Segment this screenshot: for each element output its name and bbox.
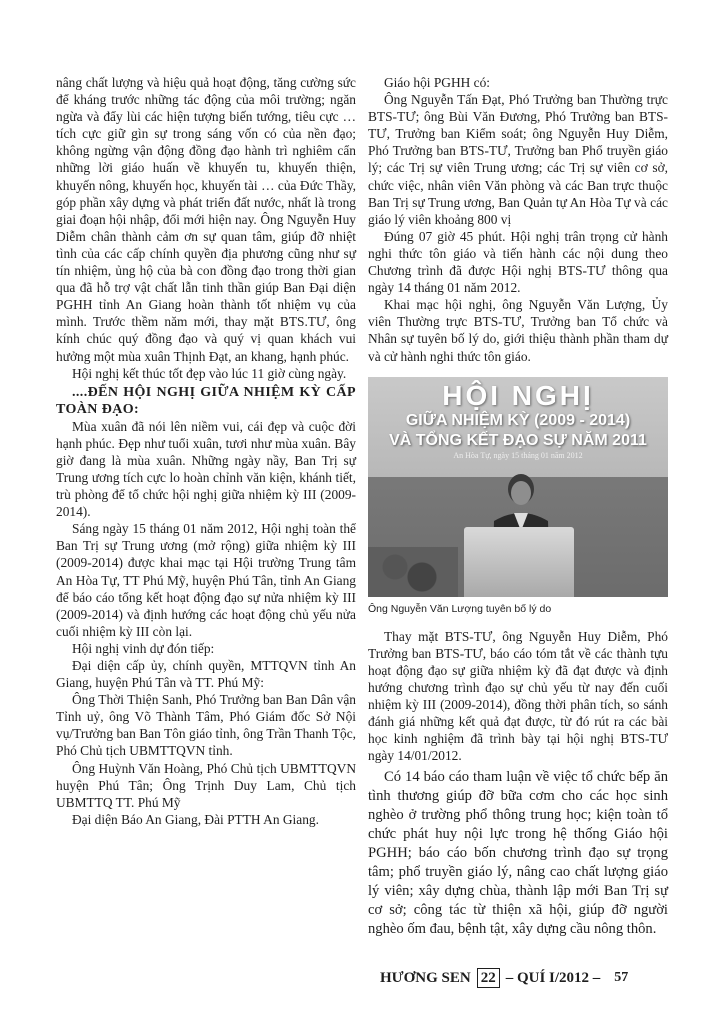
issue-period: – QUÍ I/2012 – <box>505 970 601 986</box>
paragraph: nâng chất lượng và hiệu quả hoạt động, tăng cường sức để kháng trước những tác động của môi trường; ngăn ngừa và đẩy lùi các hiện tượng biến tướng, tiêu cực … tích cực giữ gìn sự trong sáng vốn có của nền đạo; không ngừng vận động đồng đạo hành trì nghiêm cẩn những lời giáo huấn về khuyến tu, khuyến thiện, khuyến nông, khuyến học, khuyến tài … của Đức Thầy, góp phần xây dựng và phát triển đất nước, nhất là trong giai đoạn hội nhập, đổi mới hiện nay. Ông Nguyễn Huy Diễm chân thành cảm ơn sự quan tâm, giúp đỡ nhiệt tình của các cấp chính quyền địa phương cũng như sự tín nhiệm, ủng hộ của bà con đồng đạo trong thời gian qua đã hỗ trợ vật chất lẫn tinh thần giúp Ban Đại diện PGHH tỉnh An Giang hoàn thành tốt nhiệm vụ của mình. Trước thềm năm mới, thay mặt BTS.TƯ, ông kính chúc quý đồng đạo và quý vị quan khách vui hưởng một mùa xuân Thịnh Đạt, an khang, hạnh phúc. <box>56 75 356 364</box>
page-footer <box>380 966 680 990</box>
paragraph: Thay mặt BTS-TƯ, ông Nguyễn Huy Diễm, Phó Trưởng ban BTS-TƯ, báo cáo tóm tắt về các thành tựu hoạt động đạo sự giữa nhiệm kỳ đã đạt được và định hướng chương trình đạo sự chủ yếu từ nay đến cuối nhiệm kỳ III (2009-2014), đồng thời phân tích, so sánh đánh giá những kết quả đạt được, từ đó rút ra các bài học kinh nghiệm đã trình bày tại hội nghị BTS-TƯ ngày 14/01/2012. <box>368 628 668 764</box>
paragraph: Mùa xuân đã nói lên niềm vui, cái đẹp và cuộc đời hạnh phúc. Đẹp như tuổi xuân, tươi như mùa xuân. Bây giờ đang là mùa xuân. Những ngày nầy, Ban Trị sự Trung ương tích cực lo hoàn chỉnh văn kiện, khánh tiết, trù phòng để tổ chức hội nghị giữa nhiệm kỳ III (2009-2014). <box>56 418 356 520</box>
banner-line: VÀ TỔNG KẾT ĐẠO SỰ NĂM 2011 <box>389 431 647 449</box>
paragraph: Khai mạc hội nghị, ông Nguyễn Văn Lượng, Ủy viên Thường trực BTS-TƯ, Trưởng ban Tổ chức và Nhân sự tuyên bố lý do, giới thiệu thành phần tham dự và cử hành nghi thức tôn giáo. <box>368 297 668 364</box>
paragraph: Giáo hội PGHH có: <box>384 75 491 90</box>
paragraph: Hội nghị kết thúc tốt đẹp vào lúc 11 giờ cùng ngày. <box>72 365 347 381</box>
paragraph: Ông Nguyễn Tấn Đạt, Phó Trưởng ban Thường trực BTS-TƯ; ông Bùi Văn Đương, Phó Trưởng ban BTS-TƯ, Trưởng ban Kiểm soát; ông Nguyễn Huy Diễm, Phó Trưởng ban BTS-TƯ, Trưởng ban Phổ truyền giáo lý; các Trị sự viên Trung ương; các Trị sự viên cơ sở, chức việc, nhân viên Văn phòng và các Ban trực thuộc Ban Trị sự Trung ương, Ban Quản tự An Hòa Tự và các giáo lý viên khoảng 800 vị <box>368 92 668 227</box>
paragraph: Ông Thời Thiện Sanh, Phó Trưởng ban Ban Dân vận Tỉnh uỷ, ông Võ Thành Tâm, Phó Giám đốc Sở Nội vụ/Trưởng ban Ban Tôn giáo tỉnh, ông Trần Thanh Tộc, Phó Chủ tịch UBMTTQVN tỉnh. <box>56 692 356 759</box>
left-column <box>56 74 356 828</box>
paragraph: Đúng 07 giờ 45 phút. Hội nghị trân trọng cử hành nghi thức tôn giáo và tiến hành các nội dung theo Chương trình đã được Hội nghị BTS-TƯ thông qua ngày 14 tháng 01 năm 2012. <box>368 228 668 296</box>
photo-caption: Ông Nguyễn Văn Lượng tuyên bố lý do <box>368 602 552 615</box>
conference-photo <box>368 377 668 597</box>
banner-date: An Hòa Tự, ngày 15 tháng 01 năm 2012 <box>453 450 583 460</box>
issue-number: 22 <box>477 968 500 988</box>
flower-arrangement <box>368 547 458 597</box>
paragraph: Ông Huỳnh Văn Hoàng, Phó Chủ tịch UBMTTQVN huyện Phú Tân; Ông Trịnh Duy Lam, Chủ tịch UBMTTQ TT. Phú Mỹ <box>56 760 356 810</box>
paragraph: Đại diện Báo An Giang, Đài PTTH An Giang. <box>72 811 319 827</box>
banner-title: HỘI NGHỊ <box>442 379 594 411</box>
section-heading: ....ĐẾN HỘI NGHỊ GIỮA NHIỆM KỲ CẤP TOÀN ĐẠO: <box>56 384 356 417</box>
paragraph: Hội nghị vinh dự đón tiếp: <box>72 640 215 656</box>
paragraph: Có 14 báo cáo tham luận về việc tổ chức bếp ăn tình thương giúp đỡ bữa cơm cho các học sinh nghèo ở trường phổ thông trung học; kiện toàn tổ chức phát huy nội lực trong hệ thống Giáo hội PGHH; báo cáo bốn chương trình đạo sự trọng tâm; phổ truyền giáo lý, nâng cao chất lượng giáo lý viên; xây dựng chùa, thành lập mới Ban Trị sự cơ sở; công tác từ thiện xã hội, giúp đỡ người nghèo ốm đau, bệnh tật, xây dựng cầu nông thôn. <box>368 769 668 938</box>
banner-line: GIỮA NHIỆM KỲ (2009 - 2014) <box>405 411 631 429</box>
page-number: 57 <box>614 970 629 985</box>
conference-banner <box>368 377 668 477</box>
magazine-name: HƯƠNG SEN <box>380 970 471 986</box>
paragraph: Đại diện cấp ủy, chính quyền, MTTQVN tỉnh An Giang, huyện Phú Tân và TT. Phú Mỹ: <box>56 658 356 691</box>
podium <box>464 527 574 597</box>
right-column <box>368 74 668 939</box>
paragraph: Sáng ngày 15 tháng 01 năm 2012, Hội nghị toàn thể Ban Trị sự Trung ương (mở rộng) giữa nhiệm kỳ III (2009-2014) được khai mạc tại Hội trường Trung tâm An Hòa Tự, TT Phú Mỹ, huyện Phú Tân, tỉnh An Giang để báo cáo tổng kết hoạt động đạo sự nửa nhiệm kỳ III (2009-2014) và định hướng các hoạt động chủ yếu nửa cuối nhiệm kỳ III còn lại. <box>56 521 356 639</box>
